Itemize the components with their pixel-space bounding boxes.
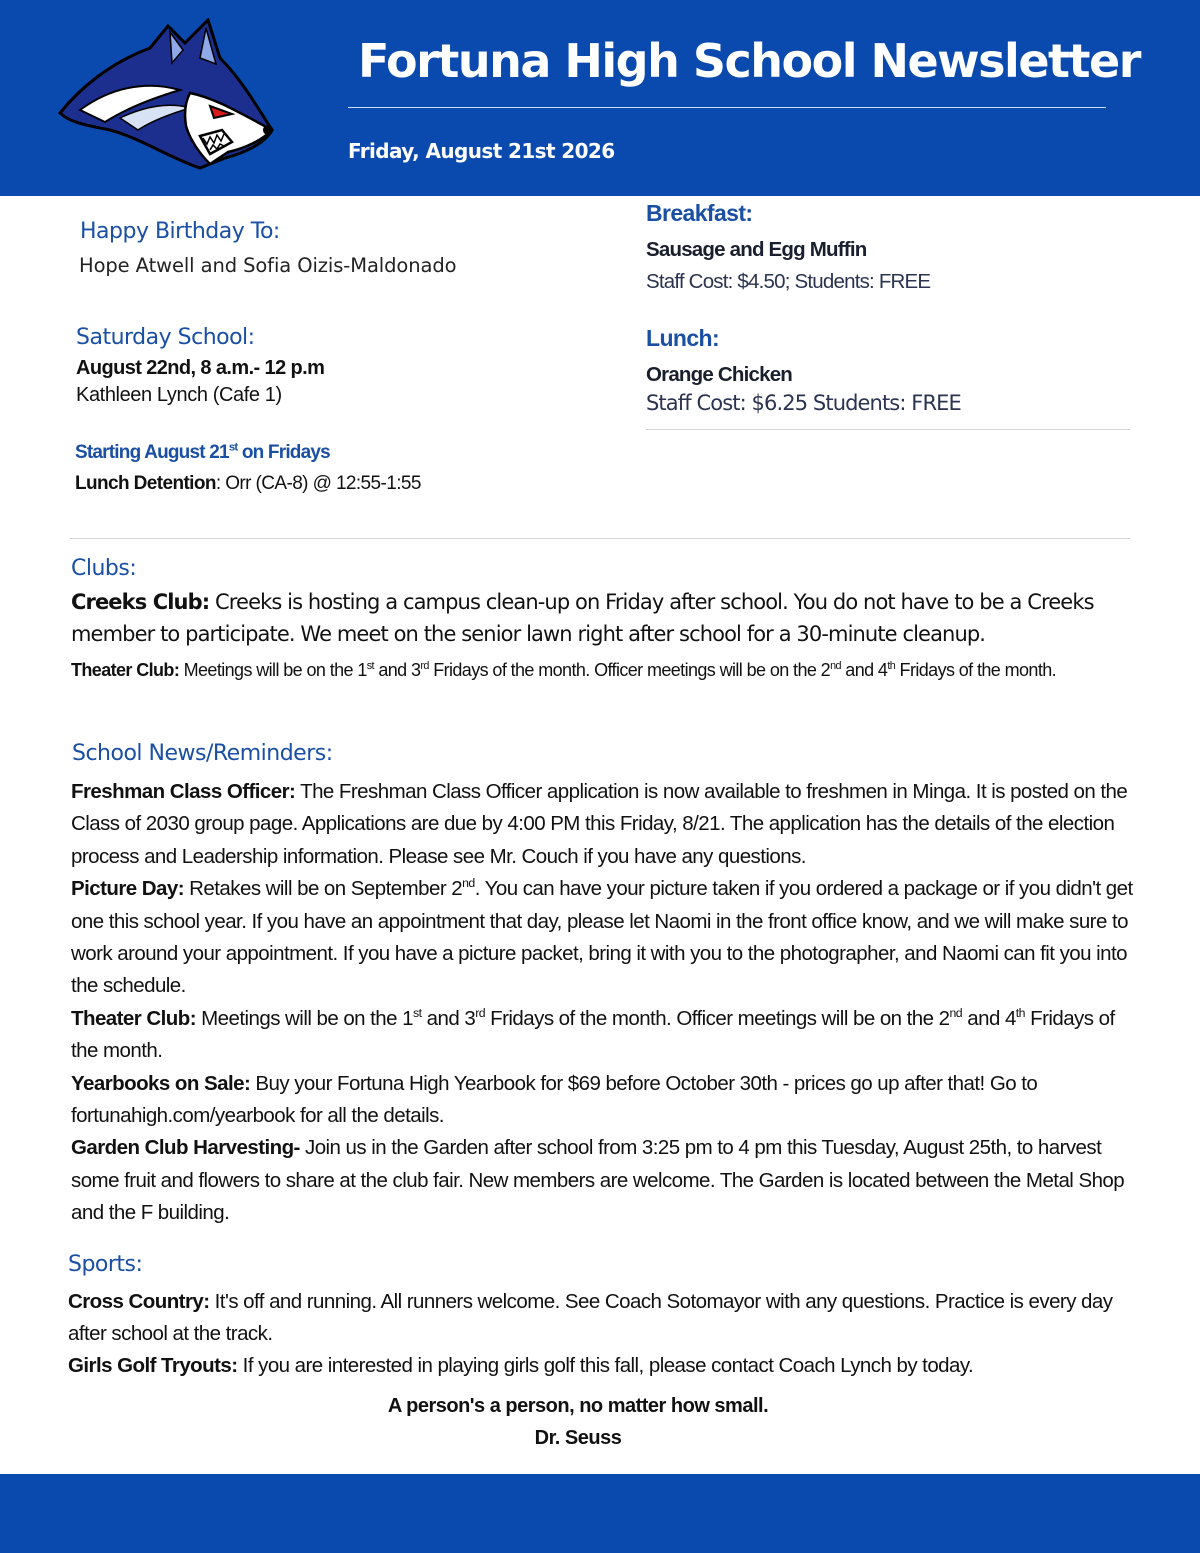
birthday-names: Hope Atwell and Sofia Oizis-Maldonado (79, 254, 457, 277)
ordinal-sup: st (366, 660, 374, 672)
section-divider (70, 538, 1130, 539)
sports-list (68, 1286, 1148, 1382)
quote-author: Dr. Seuss (534, 1427, 622, 1449)
ordinal-sup: rd (420, 660, 429, 672)
theater-club-label: Theater Club: (71, 660, 180, 680)
ordinal-sup: nd (462, 876, 475, 891)
theater-club-text: and 3 (373, 660, 421, 680)
lunch-detention-info (75, 473, 421, 495)
sports-item-text: If you are interested in playing girls golf this fall, please contact Coach Lynch by today. (237, 1354, 974, 1377)
lunch-heading: Lunch: (646, 325, 720, 351)
news-item-theater (71, 1003, 1146, 1068)
news-item-text: Join us in the Garden after school from 3:25 pm to 4 pm this Tuesday, August 25th, to harvest some fruit and flowers to share at the club fair. New members are welcome. The Garden is located between the Metal Shop and the F building. (71, 1136, 1125, 1225)
theater-club-text: Fridays of the month. Officer meetings will be on the 2 (428, 660, 831, 680)
lunch-detention-heading-suffix: on Fridays (237, 442, 330, 463)
news-item-yearbook (71, 1068, 1146, 1133)
news-item-text: . You can have your picture taken if you ordered a package or if you didn't get one this school year. If you have an appointment that day, please let Naomi in the front office know, and we will make sure to work around your appointment. If you have a picture packet, bring it with you to the photographer, and Naomi can fit you into the schedule. (71, 877, 1133, 998)
news-item-picture-day (71, 873, 1146, 1003)
lunch-cost: Staff Cost: $6.25 Students: FREE (646, 391, 961, 415)
breakfast-heading: Breakfast: (646, 200, 753, 226)
news-item-text: and 3 (421, 1006, 476, 1030)
news-item-text: The Freshman Class Officer application is now available to freshmen in Minga. It is posted on the Class of 2030 group page. Applications are due by 4:00 PM this Friday, 8/21. The application has the details of the election process and Leadership information. Please see Mr. Couch if you have any questions. (71, 780, 1128, 868)
news-item-text: Fridays of the month. (71, 1006, 1115, 1063)
theater-club-text: Fridays of the month. (895, 660, 1057, 680)
ordinal-sup: th (1015, 1006, 1025, 1021)
ordinal-sup: rd (475, 1006, 486, 1021)
header-divider (348, 107, 1106, 108)
news-heading: School News/Reminders: (72, 741, 333, 766)
lunch-detention-heading-sup: st (228, 441, 238, 454)
news-item-text: Meetings will be on the 1 (195, 1006, 414, 1030)
lunch-detention-detail: : Orr (CA-8) @ 12:55-1:55 (215, 473, 421, 494)
news-list (71, 776, 1146, 1230)
clubs-heading: Clubs: (71, 556, 137, 581)
news-item-garden (71, 1132, 1146, 1229)
sports-item-label: Girls Golf Tryouts: (68, 1354, 238, 1377)
lunch-detention-label: Lunch Detention (75, 473, 216, 494)
ordinal-sup: nd (949, 1006, 963, 1021)
news-item-label: Yearbooks on Sale: (71, 1071, 251, 1095)
news-item-text: Buy your Fortuna High Yearbook for $69 before October 30th - prices go up after that! Go to fortunahigh.com/yearbook for all the details. (71, 1071, 1038, 1128)
quote-text: A person's a person, no matter how small. (387, 1395, 769, 1417)
ordinal-sup: st (413, 1006, 422, 1021)
sports-item-text: It's off and running. All runners welcome. See Coach Sotomayor with any questions. Practice is every day after school at the track. (68, 1290, 1113, 1345)
news-item-text: and 4 (962, 1006, 1016, 1030)
birthday-heading: Happy Birthday To: (80, 219, 280, 244)
creeks-club-text: Creeks is hosting a campus clean-up on Friday after school. You do not have to be a Creeks member to participate. We meet on the senior lawn right after school for a 30-minute cleanup. (71, 590, 1094, 646)
theater-club-text: and 4 (840, 660, 888, 680)
news-item-label: Freshman Class Officer: (71, 780, 296, 803)
newsletter-title: Fortuna High School Newsletter (358, 34, 1140, 88)
ordinal-sup: nd (830, 660, 841, 672)
sports-item-girls-golf (68, 1350, 1148, 1382)
breakfast-cost: Staff Cost: $4.50; Students: FREE (646, 270, 931, 293)
lunch-item: Orange Chicken (646, 363, 793, 386)
creeks-club-entry (71, 586, 1151, 650)
news-item-label: Picture Day: (71, 877, 185, 901)
saturday-school-heading: Saturday School: (76, 325, 255, 350)
news-item-freshman (71, 776, 1146, 873)
sports-item-cross-country (68, 1286, 1148, 1350)
saturday-school-who: Kathleen Lynch (Cafe 1) (76, 384, 282, 406)
theater-club-text: Meetings will be on the 1 (179, 660, 367, 680)
newsletter-header (0, 0, 1200, 196)
news-item-label: Garden Club Harvesting- (71, 1136, 300, 1160)
ordinal-sup: th (887, 660, 896, 672)
lunch-detention-heading (75, 442, 330, 464)
breakfast-item: Sausage and Egg Muffin (646, 238, 867, 261)
news-item-label: Theater Club: (71, 1006, 196, 1030)
newsletter-footer (0, 1474, 1200, 1553)
saturday-school-when: August 22nd, 8 a.m.- 12 p.m (76, 357, 325, 379)
lunch-detention-heading-text: Starting August 21 (75, 442, 229, 463)
creeks-club-label: Creeks Club: (71, 590, 210, 614)
newsletter-date: Friday, August 21st 2026 (348, 139, 615, 163)
menu-divider (646, 429, 1130, 430)
sports-item-label: Cross Country: (68, 1290, 210, 1313)
theater-club-entry (71, 656, 1151, 685)
news-item-text: Fridays of the month. Officer meetings will be on the 2 (485, 1006, 950, 1030)
news-item-text: Retakes will be on September 2 (184, 877, 463, 901)
sports-heading: Sports: (68, 1252, 143, 1277)
wolf-mascot-icon (50, 18, 280, 173)
